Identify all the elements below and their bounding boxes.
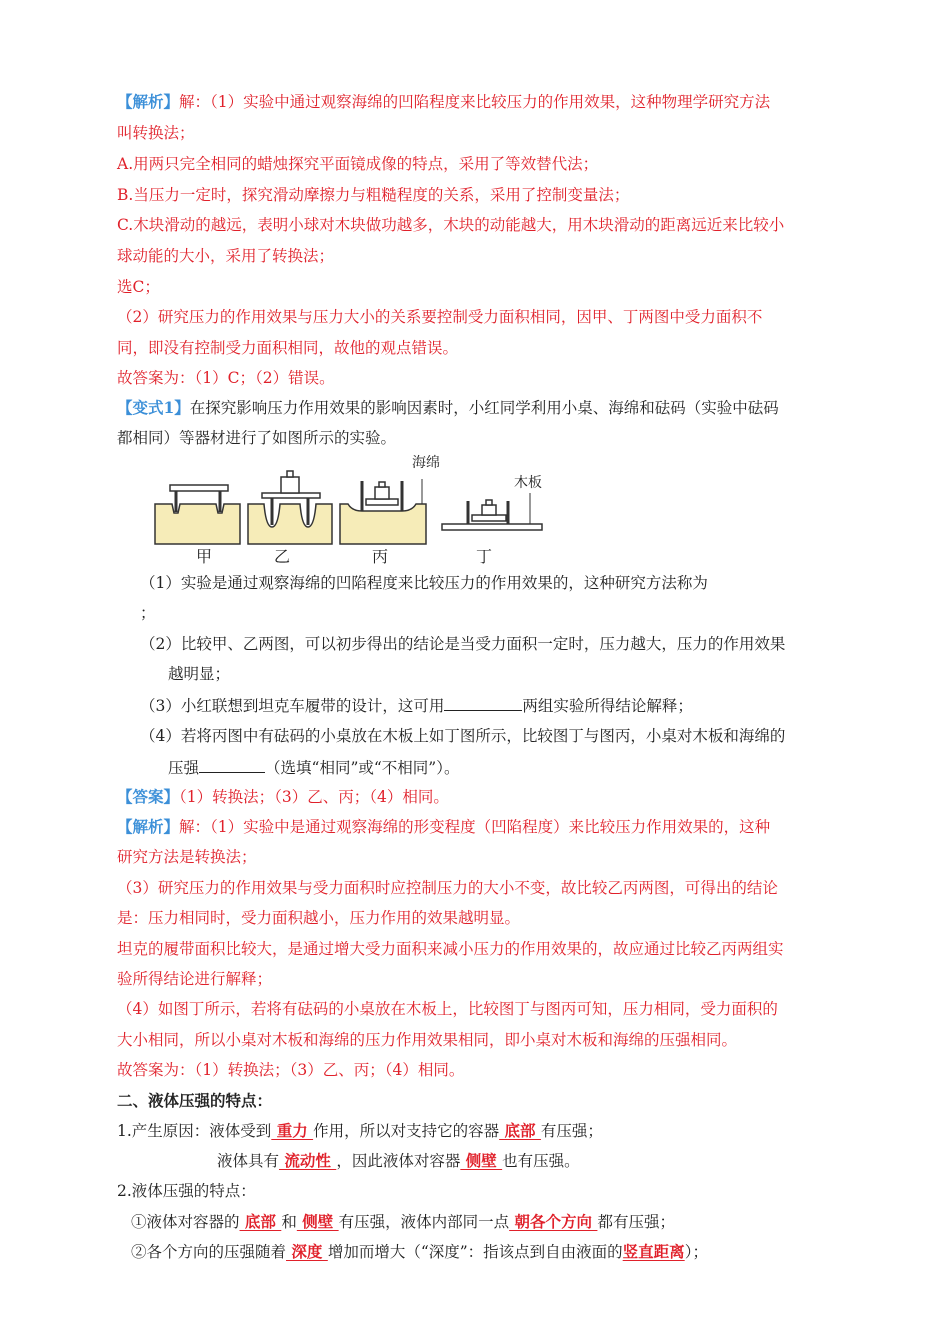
answer-tag: 【答案】 [117,787,180,806]
label-sponge: 海绵 [412,455,440,471]
subquestion-4: （4）若将丙图中有砝码的小桌放在木板上如丁图所示，比较图丁与图丙，小桌对木板和海绵的 [140,727,786,745]
analysis-final-answer: 故答案为：（1）C；（2）错误。 [117,369,335,387]
analysis2-line: 验所得结论进行解释； [117,970,273,988]
analysis2-line: 研究方法是转换法； [117,848,257,866]
fill-answer: 底部 [499,1121,541,1140]
analysis-option-c: C.木块滑动的越远，表明小球对木块做功越多，木块的动能越大，用木块滑动的距离远近来比较小 [117,216,785,234]
analysis2-final-answer: 故答案为：（1）转换法；（3）乙、丙；（4）相同。 [117,1061,465,1079]
panel-label: 丙 [372,547,389,566]
analysis-tag: 【解析】 [117,92,180,111]
fill-answer: 朝各个方向 [509,1212,598,1231]
variant-question: 【变式1】在探究影响压力作用效果的影响因素时，小红同学利用小桌、海绵和砝码（实验中砝码 [117,398,779,417]
experiment-figure [150,449,550,569]
answer-line: 【答案】（1）转换法；（3）乙、丙；（4）相同。 [117,787,449,806]
analysis-part2-cont: 同，即没有控制受力面积相同，故他的观点错误。 [117,339,459,357]
subquestion-2-cont: 越明显； [168,665,231,683]
analysis2-line: 大小相同，所以小桌对木板和海绵的压力作用效果相同，即小桌对木板和海绵的压强相同。 [117,1031,738,1049]
analysis2-line: 坦克的履带面积比较大，是通过增大受力面积来减小压力的作用效果的，故应通过比较乙丙两组实 [117,940,784,958]
analysis2-line: 【解析】解：（1）实验中是通过观察海绵的形变程度（凹陷程度）来比较压力作用效果的，这种 [117,817,771,836]
subquestion-2: （2）比较甲、乙两图，可以初步得出的结论是当受力面积一定时，压力越大，压力的作用效果 [140,635,786,653]
answer-blank [199,756,265,773]
item-cause-cont: 液体具有 流动性 ，因此液体对容器 侧壁 也有压强。 [217,1151,580,1170]
analysis-option-a: A.用两只完全相同的蜡烛探究平面镜成像的特点，采用了等效替代法； [117,155,599,173]
fill-answer: 侧壁 [460,1151,503,1170]
analysis2-line: 是：压力相同时，受力面积越小，压力作用的效果越明显。 [117,909,521,927]
panel-label: 甲 [196,547,213,566]
item-features: 2.液体压强的特点： [117,1182,256,1200]
analysis-line: 【解析】解：（1）实验中通过观察海绵的凹陷程度来比较压力的作用效果，这种物理学研究方法 [117,92,771,111]
subquestion-3: （3）小红联想到坦克车履带的设计，这可用 两组实验所得结论解释； [140,694,693,717]
fill-answer: 流动性 [279,1151,337,1170]
item-cause: 1.产生原因：液体受到 重力 作用，所以对支持它的容器 底部 有压强； [117,1121,603,1140]
fill-answer: 深度 [286,1242,328,1261]
analysis2-tag: 【解析】 [117,817,180,836]
fill-answer: 重力 [271,1121,314,1140]
feature-1: ①液体对容器的 底部 和 侧壁 有压强，液体内部同一点 朝各个方向 都有压强； [131,1212,675,1231]
panel-label: 丁 [476,547,493,566]
panel-jia [155,485,240,544]
section-heading: 二、液体压强的特点： [117,1091,273,1110]
analysis-option-c-cont: 球动能的大小，采用了转换法； [117,247,335,265]
label-board: 木板 [514,475,542,491]
panel-yi [248,471,332,544]
panel-bing [340,455,440,544]
subquestion-1-cont: ； [140,604,156,622]
analysis-part2: （2）研究压力的作用效果与压力大小的关系要控制受力面积相同，因甲、丁两图中受力面积不 [117,308,763,326]
analysis-option-b: B.当压力一定时，探究滑动摩擦力与粗糙程度的关系，采用了控制变量法； [117,186,630,204]
subquestion-4-cont: 压强 （选填“相同”或“不相同”）。 [168,756,459,779]
variant-question-cont: 都相同）等器材进行了如图所示的实验。 [117,429,397,447]
panel-ding [442,474,542,530]
analysis2-line: （3）研究压力的作用效果与受力面积时应控制压力的大小不变，故比较乙丙两图，可得出的结论 [117,879,778,897]
fill-answer: 竖直距离 [622,1242,685,1261]
analysis-line: 叫转换法； [117,124,195,142]
variant-tag: 【变式1】 [117,398,190,417]
analysis2-line: （4）如图丁所示，若将有砝码的小桌放在木板上，比较图丁与图丙可知，压力相同，受力面积的 [117,1000,778,1018]
analysis-choice: 选C； [117,278,160,296]
panel-label: 乙 [274,547,291,566]
fill-answer: 侧壁 [296,1212,339,1231]
answer-blank [444,694,522,711]
subquestion-1: （1）实验是通过观察海绵的凹陷程度来比较压力的作用效果的，这种研究方法称为 [140,574,708,592]
fill-answer: 底部 [239,1212,282,1231]
feature-2: ②各个方向的压强随着 深度 增加而增大（“深度”：指该点到自由液面的竖直距离）； [131,1242,708,1261]
